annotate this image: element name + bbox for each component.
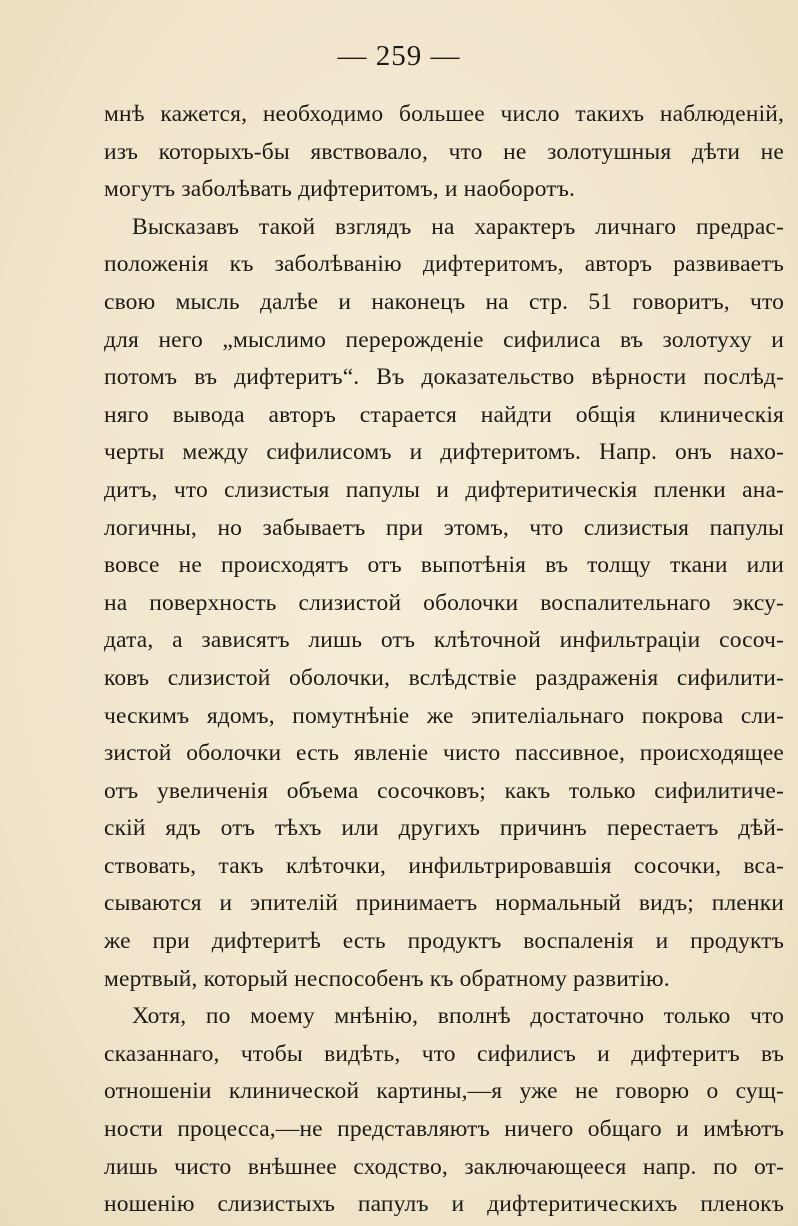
text-line: дата, а зависятъ лишь отъ клѣточной инфильтраціи сосоч- — [104, 627, 784, 654]
text-line: зистой оболочки есть явленіе чисто пассивное, происходящее — [104, 740, 784, 767]
text-line: мертвый, который неспособенъ къ обратному развитію. — [104, 965, 670, 992]
text-line: сываются и эпителій принимаетъ нормальный видъ; пленки — [104, 890, 784, 917]
text-line: Хотя, по моему мнѣнію, вполнѣ достаточно только что — [132, 1003, 784, 1030]
text-line: изъ которыхъ-бы явствовало, что не золотушныя дѣти не — [104, 138, 784, 165]
text-line: скій ядъ отъ тѣхъ или другихъ причинъ перестаетъ дѣй- — [104, 815, 784, 842]
text-line: свою мысль далѣе и наконецъ на стр. 51 говоритъ, что — [104, 288, 784, 315]
page-number: — 259 — — [337, 40, 461, 72]
body-text — [104, 96, 784, 1224]
text-line: потомъ въ дифтеритъ“. Въ доказательство вѣрности послѣд- — [104, 364, 784, 391]
text-line: логичны, но забываетъ при этомъ, что слизистыя папулы — [104, 514, 784, 541]
text-line: мнѣ кажется, необходимо большее число такихъ наблюденій, — [104, 101, 784, 127]
text-line: могутъ заболѣвать дифтеритомъ, и наоборотъ. — [104, 176, 576, 203]
text-line: на поверхность слизистой оболочки воспалительнаго эксу- — [104, 589, 784, 616]
text-line: положенія къ заболѣванію дифтеритомъ, авторъ развиваетъ — [104, 251, 784, 278]
text-line: отношеніи клинической картины,—я уже не говорю о сущ- — [104, 1078, 784, 1105]
text-line: дитъ, что слизистыя папулы и дифтеритическія пленки ана- — [104, 476, 784, 503]
text-line: няго вывода авторъ старается найдти общія клиническія — [104, 401, 784, 428]
text-line: лишь чисто внѣшнее сходство, заключающееся напр. по от- — [104, 1153, 784, 1180]
text-line: ствовать, такъ клѣточки, инфильтрировавшія сосочки, вса- — [104, 852, 784, 879]
text-line: черты между сифилисомъ и дифтеритомъ. Напр. онъ нахо- — [104, 439, 784, 466]
text-line: ческимъ ядомъ, помутнѣніе же эпителіальнаго покрова сли- — [104, 702, 784, 729]
text-line: же при дифтеритѣ есть продуктъ воспаленія и продуктъ — [104, 928, 784, 955]
text-line: ношенію слизистыхъ папулъ и дифтеритическихъ пленокъ — [104, 1191, 784, 1218]
text-line: Высказавъ такой взглядъ на характеръ личнаго предрас- — [132, 213, 784, 240]
text-line: ности процесса,—не представляютъ ничего общаго и имѣютъ — [104, 1116, 784, 1143]
text-line: ковъ слизистой оболочки, вслѣдствіе раздраженія сифилити- — [104, 664, 784, 691]
text-line: отъ увеличенія объема сосочковъ; какъ только сифилитиче- — [104, 777, 784, 804]
text-line: вовсе не происходятъ отъ выпотѣнія въ толщу ткани или — [104, 552, 784, 579]
text-line: сказаннаго, чтобы видѣть, что сифилисъ и дифтеритъ въ — [104, 1040, 784, 1067]
text-line: для него „мыслимо перерожденіе сифилиса въ золотуху и — [104, 326, 784, 353]
